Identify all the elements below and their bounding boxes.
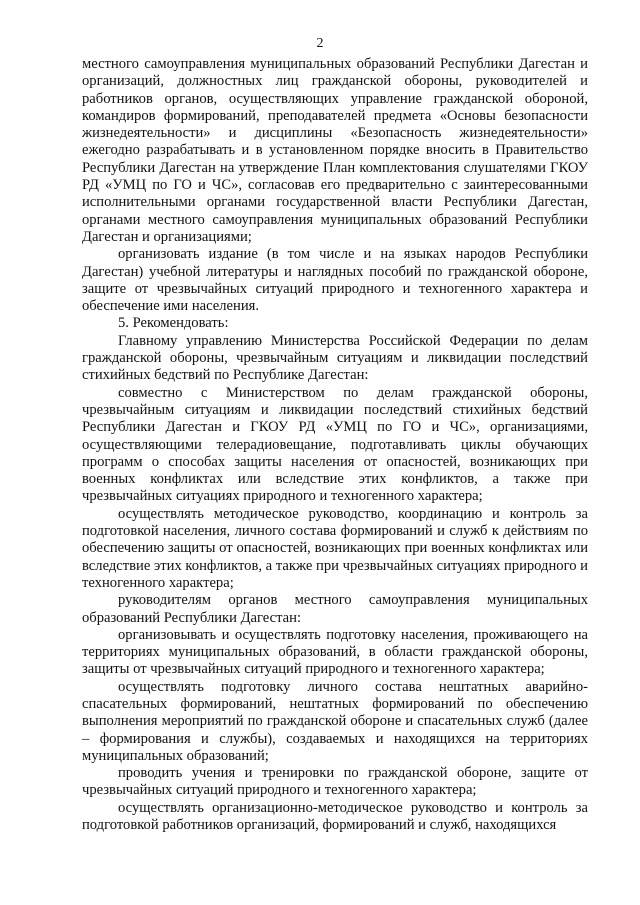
paragraph: организовывать и осуществлять подготовку населения, проживающего на территориях муниципальных образований, в области гражданской обороны, защиты от чрезвычайных ситуаций природного и техногенного характера; <box>82 626 588 678</box>
page-number: 2 <box>316 36 324 51</box>
paragraph: проводить учения и тренировки по гражданской обороне, защите от чрезвычайных ситуаций природного и техногенного характера; <box>82 765 588 799</box>
paragraph: Главному управлению Министерства Российской Федерации по делам гражданской обороны, чрезвычайным ситуациям и ликвидации последствий стихийных бедствий по Республике Дагестан: <box>82 332 588 384</box>
paragraph: осуществлять организационно-методическое руководство и контроль за подготовкой работников организаций, формирований и служб, находящихся <box>82 799 588 834</box>
paragraph: местного самоуправления муниципальных образований Республики Дагестан и организаций, должностных лиц гражданской обороны, руководителей и работников органов, осуществляющих управление гражданской обороной, командиров формирований, преподавателей предмета «Основы безопасности жизнедеятельности» и дисциплины «Безопасность жизнедеятельности» ежегодно разрабатывать и в установленном порядке вносить в Правительство Республики Дагестан на утверждение План комплектования слушателями ГКОУ РД «УМЦ по ГО и ЧС», согласовав его предварительно с заинтересованными исполнительными органами государственной власти Республики Дагестан, органами местного самоуправления муниципальных образований Республики Дагестан и организациями; <box>82 56 588 245</box>
paragraph: руководителям органов местного самоуправления муниципальных образований Республики Дагестан: <box>82 592 588 626</box>
paragraph: совместно с Министерством по делам гражданской обороны, чрезвычайным ситуациям и ликвидации последствий стихийных бедствий Республики Дагестан и ГКОУ РД «УМЦ по ГО и ЧС», организациями, осуществляющими телерадиовещание, подготавливать циклы обучающих программ о способах защиты населения от опасностей, возникающих при военных конфликтах или вследствие этих конфликтов, а также при чрезвычайных ситуациях природного и техногенного характера; <box>82 384 588 505</box>
document-body <box>82 56 588 834</box>
paragraph: осуществлять подготовку личного состава нештатных аварийно-спасательных формирований, нештатных формирований по обеспечению выполнения мероприятий по гражданской обороне и спасательных служб (далее – формирования и службы), создаваемых и находящихся на территориях муниципальных образований; <box>82 678 588 764</box>
paragraph: 5. Рекомендовать: <box>118 315 229 332</box>
paragraph: осуществлять методическое руководство, координацию и контроль за подготовкой населения, личного состава формирований и служб к действиям по обеспечению защиты от опасностей, возникающих при военных конфликтах или вследствие этих конфликтов, а также при чрезвычайных ситуациях природного и техногенного характера; <box>82 505 588 591</box>
paragraph: организовать издание (в том числе и на языках народов Республики Дагестан) учебной литературы и наглядных пособий по гражданской обороне, защите от чрезвычайных ситуаций природного и техногенного характера и обеспечение ими населения. <box>82 246 588 315</box>
